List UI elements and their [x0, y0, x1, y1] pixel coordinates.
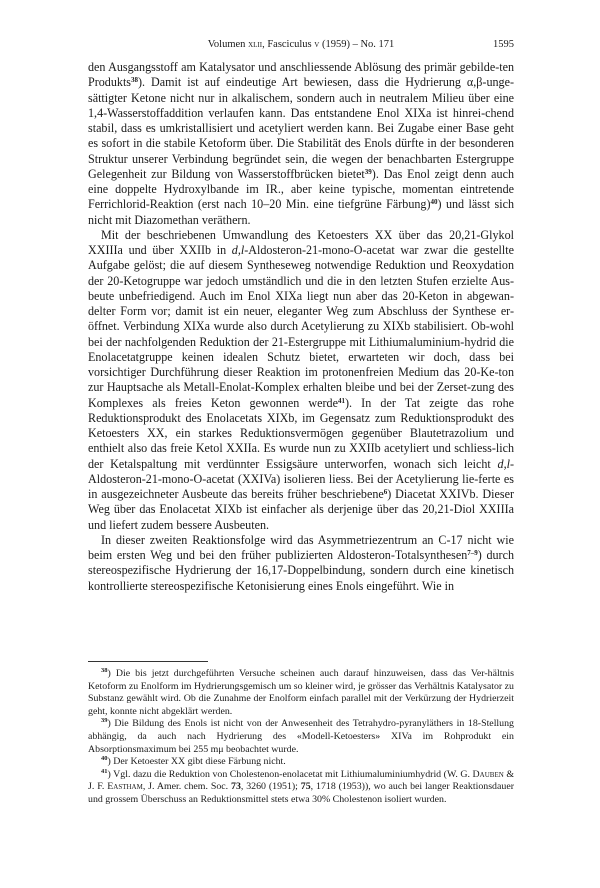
text-run: , J. Amer. chem. Soc. [142, 781, 231, 793]
footnote-41 [88, 769, 514, 807]
running-header [88, 38, 514, 52]
text-run: ). Damit ist auf eindeutige Art bewiesen, dass die Hydrierung α,β-unge-sättigter Ketone nicht nur in alkalischem, sondern auch in neutralem Milieu über eine 1,4-Wasserstoffaddition verlaufen kann. Das entstandene Enol XIXa ist hinrei-chend stabil, dass es umkristallisiert und acetyliert werden kann. Bei Zugabe einer Base geht es sofort in die stabile Ketoform über. Die Stabilität des Enols dürfte in der besonderen Struktur unserer Verbindung begründet sein, die wegen der benachbarten Estergruppe Gelegenheit zur Bildung von Wasserstoffbrücken bietet [88, 75, 514, 181]
text-run: ). Das Enol zeigt denn auch eine doppelte Hydroxylbande im IR., aber keine typische, momentan eintretende Ferrichlorid-Reaktion (erst nach 10–20 Min. eine tiefgrüne Färbung) [88, 166, 514, 212]
text-run: ) Die bis jetzt durchgeführten Versuche scheinen auch darauf hinzuweisen, dass das Ver-hältnis Ketoform zu Enolform im Hydrierungsgemisch um so kleiner wird, je grösser das Verhältnis Katalysator zu Substanz gewählt wird. Ob die Zunahme der Enolform einfach parallel mit der Verkürzung der Hydrierzeit geht, konnte nicht abgeklärt werden. [88, 668, 514, 717]
text-run: In dieser zweiten Reaktionsfolge wird das Asymmetriezentrum an C-17 nicht wie beim ersten Weg und bei den früher publizierten Aldosteron-Totalsynthesen [88, 532, 514, 562]
footnote-marker: 7–9 [467, 549, 478, 557]
text-run: ) Vgl. dazu die Reduktion von Cholestenon-enolacetat mit Lithiumaluminiumhydrid (W. G. [107, 768, 473, 780]
footnote-marker: 41 [101, 767, 108, 775]
paragraph [88, 228, 514, 533]
footnote-marker: 40 [430, 198, 438, 207]
text-run: ) und lässt sich nicht mit Diazomethan veräthern. [88, 197, 514, 227]
text-run: , 3260 (1951); [240, 781, 301, 793]
text-run: d,l [231, 243, 245, 257]
footnote-marker: 39 [101, 717, 108, 725]
text-run: -Aldosteron-21-mono-O-acetat war zwar die gestellte Aufgabe gelöst; die auf diesem Syntheseweg notwendige Reduktion und Reoxydation der 20-Ketogruppe war jedoch umständlich und die in den letzten Stufen erzielte Aus-beute unbefriedigend. Auch im Enol XIXa liegt nun aber das 20-Keton in abgewan-delter Form vor; damit ist ein neuer, eleganter Weg zum Abschluss der Synthese er-öffnet. Verbindung XIXa wurde also durch Acetylierung zu XIXb stabilisiert. Ob-wohl bei der nachfolgenden Reduktion der 21-Estergruppe mit Lithiumaluminium-hydrid die Enolacetatgruppe keinen idealen Schutz bietet, erwarteten wir doch, dass bei vorsichtiger Durchführung dieser Reaktion im protonenfreien Medium das 20-Ke-ton zur Hauptsache als Metall-Enolat-Komplex erhalten bleibe und bei der Zerset-zung des Komplexes als freies Keton gewonnen werde [88, 243, 514, 410]
text-run: Eastham [107, 781, 143, 793]
text-run: , 1718 (1953)), wo auch bei langer Reaktionsdauer und grossem Überschuss an Reduktionsmittel stets etwa 30% Cholestenon isoliert wurden. [88, 781, 514, 805]
footnote-40 [88, 756, 514, 769]
text-run: 73 [231, 781, 241, 793]
footnote-marker: 40 [101, 755, 108, 763]
footnote-39 [88, 718, 514, 756]
text-run: -Aldosteron-21-mono-O-acetat (XXIVa) isolieren liess. Bei der Acetylierung lie-ferte es in ausgezeichneter Ausbeute das bereits früher beschriebene [88, 456, 514, 501]
footnote-marker: 41 [337, 396, 345, 405]
text-run: ) durch stereospezifische Hydrierung der 16,17-Doppelbindung, sondern durch eine kinetisch kontrollierte stereospezifische Ketonisierung eines Enols eingeführt. Wie in [88, 548, 514, 593]
text-run: d,l [497, 456, 510, 471]
text-run: ). In der Tat zeigte das rohe Reduktionsprodukt des Enolacetats XIXb, im Gegensatz zum Reduktionsprodukt des Ketoesters XX, ein starkes Reduktionsvermögen gegenüber Blautetrazolium und enthielt also das freie Ketol XXIIa. Es wurde nun zu XXIIb acetyliert und schliess-lich der Ketalspaltung mit verdünnter Essigsäure unterworfen, wonach sich leicht [88, 395, 515, 471]
paragraph [88, 533, 514, 594]
text-run: den Ausgangsstoff am Katalysator und anschliessende Ablösung des primär gebilde-ten Produkts [88, 60, 514, 90]
footnote-marker: 6 [383, 488, 388, 496]
footnote-marker: 39 [364, 167, 372, 176]
text-run: & J. F. [88, 768, 515, 793]
text-run: Dauben [472, 768, 504, 780]
text-run: Mit der beschriebenen Umwandlung des Ketoesters XX über das 20,21-Glykol XXIIIa und über XXIIb in [88, 227, 514, 257]
text-run: ) Der Ketoester XX gibt diese Färbung nicht. [107, 756, 286, 768]
text-run: ) Die Bildung des Enols ist nicht von der Anwesenheit des Tetrahydro-pyranyläthers in 18-Stellung abhängig, da auch nach Hydrierung des «Modell-Ketoesters» XIVa im Rohprodukt ein Absorptionsmaximum bei 255 mμ beobachtet wurde. [88, 718, 514, 755]
text-run: ) Diacetat XXIVb. Dieser Weg über das Enolacetat XIXb ist einfacher als derjenige über das 20,21-Diol XXIIIa und liefert zudem bessere Ausbeuten. [88, 487, 514, 532]
text-run: 75 [300, 781, 311, 793]
footnotes [88, 668, 514, 807]
footnote-separator [88, 661, 208, 662]
paragraph [88, 60, 514, 228]
running-title: Volumen xlii, Fasciculus v (1959) – No. 171 [207, 39, 395, 50]
body-text [88, 60, 514, 594]
footnote-38 [88, 668, 514, 718]
footnote-marker: 38 [131, 76, 139, 85]
footnote-marker: 38 [101, 667, 108, 674]
page-number: 1595 [493, 39, 514, 50]
